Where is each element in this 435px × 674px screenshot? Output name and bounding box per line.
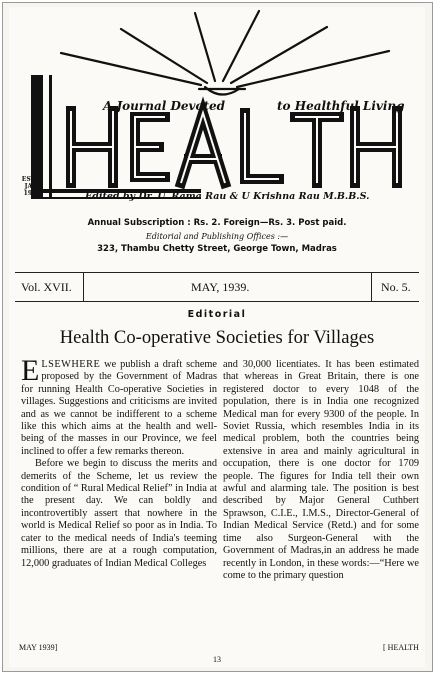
- article-title: Health Co-operative Societies for Villages: [59, 327, 375, 348]
- editors-line: Edited by Dr. U. Rama Rau & U Krishna Rau M.B.B.S.: [85, 191, 370, 202]
- masthead: [9, 7, 425, 217]
- paragraph: Before we begin to discuss the merits and demerits of the Scheme, let us review the condition of “ Rural Medical Relief” in India at the present day. We can boldly and incontrovertibly assert that nowhere in the world is Medical Relief so poor as in India. To cater to the medical needs of India's teeming millions, there are at a rough computation, 12,000 graduates of Indian Medical Colleges: [21, 458, 217, 569]
- estd-label: ESTD.: [21, 176, 43, 183]
- tagline-left: A Journal Devoted: [103, 99, 226, 113]
- established-date: [19, 176, 45, 197]
- office-address: 323, Thambu Chetty Street, George Town, Madras: [97, 244, 337, 254]
- estd-month: JAN.: [24, 183, 40, 190]
- issue-bar: [15, 272, 419, 302]
- article-column-left: [21, 354, 217, 570]
- estd-year: 1923: [23, 190, 41, 197]
- issue-divider: [83, 273, 84, 301]
- issue-divider: [371, 273, 372, 301]
- lead-in: LSEWHERE: [41, 359, 101, 370]
- journal-page: [9, 7, 425, 667]
- volume-label: Vol. XVII.: [21, 280, 72, 294]
- paragraph: [21, 354, 217, 458]
- offices-label: Editorial and Publishing Offices :—: [145, 232, 289, 241]
- footer-journal: [ HEALTH: [383, 643, 419, 652]
- annual-subscription: Annual Subscription : Rs. 2. Foreign—Rs. 3. Post paid.: [87, 218, 347, 228]
- tagline-right: to Healthful Living: [277, 99, 405, 113]
- section-label: Editorial: [187, 309, 247, 320]
- document-frame: [2, 2, 433, 672]
- footer-date: MAY 1939]: [19, 643, 58, 652]
- issue-date: MAY, 1939.: [191, 280, 250, 294]
- subscription-block: [9, 217, 425, 256]
- paragraph: and 30,000 licentiates. It has been estimated that whereas in Great Britain, there is one registered doctor to every 1048 of the population, there is in India one recognized Medical man for every 9300 of the people. In Soviet Russia, which resembles India in its medical problem, both the countries being extensive in area and mainly agricultural in occupation, there is one doctor for 1709 people. The figures for India tell their own awful and alarming tale. The position is best described by Major General Cuthbert Sprawson, C.I.E., I.M.S., Director-General of Indian Medical Service (Retd.) and for some time also Surgeon-General with the Government of Madras,in an address he made recently in London, in these words:—“Here we come to the primary question: [223, 359, 419, 581]
- drop-cap: E: [21, 354, 40, 387]
- article-column-right: [223, 359, 419, 582]
- page-number: 13: [213, 655, 221, 664]
- issue-number: No. 5.: [381, 280, 411, 294]
- paragraph-text: we publish a draft scheme proposed by the Government of Madras for running Health Co-operative Societies in villages. Suggestions and criticisms are invited and as we cannot be indifferent to a scheme like this which aims at the health and well-being of the masses in our Province, we feel inclined to offer a few remarks thereon.: [21, 359, 217, 457]
